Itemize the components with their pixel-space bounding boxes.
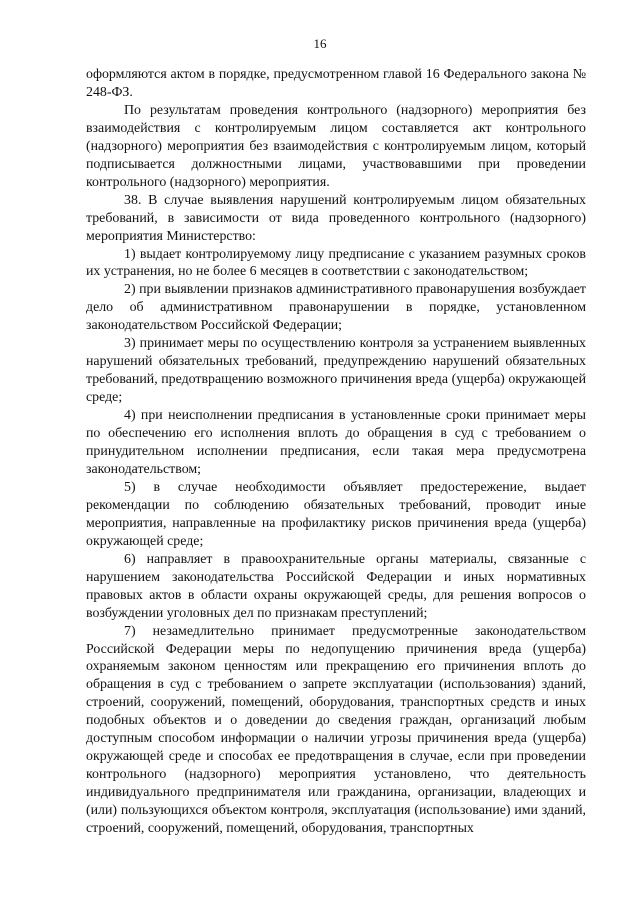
list-item-4: 4) при неисполнении предписания в установленные сроки принимает меры по обеспечению его исполнения вплоть до обращения в суд с требованием о принудительном исполнении предписания, если такая мера предусмотрена законодательством; <box>86 408 586 477</box>
list-item-6: 6) направляет в правоохранительные органы материалы, связанные с нарушением законодательства Российской Федерации и иных нормативных правовых актов в области охраны окружающей среды, для решения вопросов о возбуждении уголовных дел по признакам преступлений; <box>86 551 586 621</box>
list-item-3: 3) принимает меры по осуществлению контроля за устранением выявленных нарушений обязательных требований, предупреждению нарушений обязательных требований, предотвращению возможного причинения вреда (ущерба) окружающей среде; <box>86 336 586 406</box>
paragraph-act-without-interaction: По результатам проведения контрольного (надзорного) мероприятия без взаимодействия с контролируемым лицом составляется акт контрольного (надзорного) мероприятия без взаимодействия с контролируемым лицом, который подписывается должностными лицами, участвовавшими при проведении контрольного (надзорного) мероприятия. <box>86 102 586 190</box>
list-item-7: 7) незамедлительно принимает предусмотренные законодательством Российской Федерации меры по недопущению причинения вреда (ущерба) охраняемым законом ценностям или прекращению его причинения вплоть до обращения в суд с требованием о запрете эксплуатации (использования) зданий, строений, сооружений, помещений, оборудования, транспортных средств и иных подобных объектов и о доведении до сведения граждан, организаций любым доступным способом информации о наличии угрозы причинения вреда (ущерба) окружающей среде и способах ее предотвращения в случае, если при проведении контрольного (надзорного) мероприятия установлено, что деятельность индивидуального предпринимателя или гражданина, организации, владеющих и (или) пользующихся объектом контроля, эксплуатация (использование) ими зданий, строений, сооружений, помещений, оборудования, транспортных <box>86 623 586 837</box>
list-item-2: 2) при выявлении признаков административного правонарушения возбуждает дело об административном правонарушении в порядке, установленном законодательством Российской Федерации; <box>86 282 586 334</box>
paragraph-clause-38: 38. В случае выявления нарушений контролируемым лицом обязательных требований, в зависимости от вида проведенного контрольного (надзорного) мероприятия Министерство: <box>86 192 586 244</box>
paragraph-continuation: оформляются актом в порядке, предусмотренном главой 16 Федерального закона № 248-ФЗ. <box>86 67 586 100</box>
list-item-5: 5) в случае необходимости объявляет предостережение, выдает рекомендации по соблюдению обязательных требований, проводит иные мероприятия, направленные на профилактику рисков причинения вреда (ущерба) окружающей среде; <box>86 479 586 549</box>
page-number: 16 <box>313 36 327 51</box>
list-item-1: 1) выдает контролируемому лицу предписание с указанием разумных сроков их устранения, но не более 6 месяцев в соответствии с законодательством; <box>86 246 586 280</box>
document-body <box>86 66 586 838</box>
